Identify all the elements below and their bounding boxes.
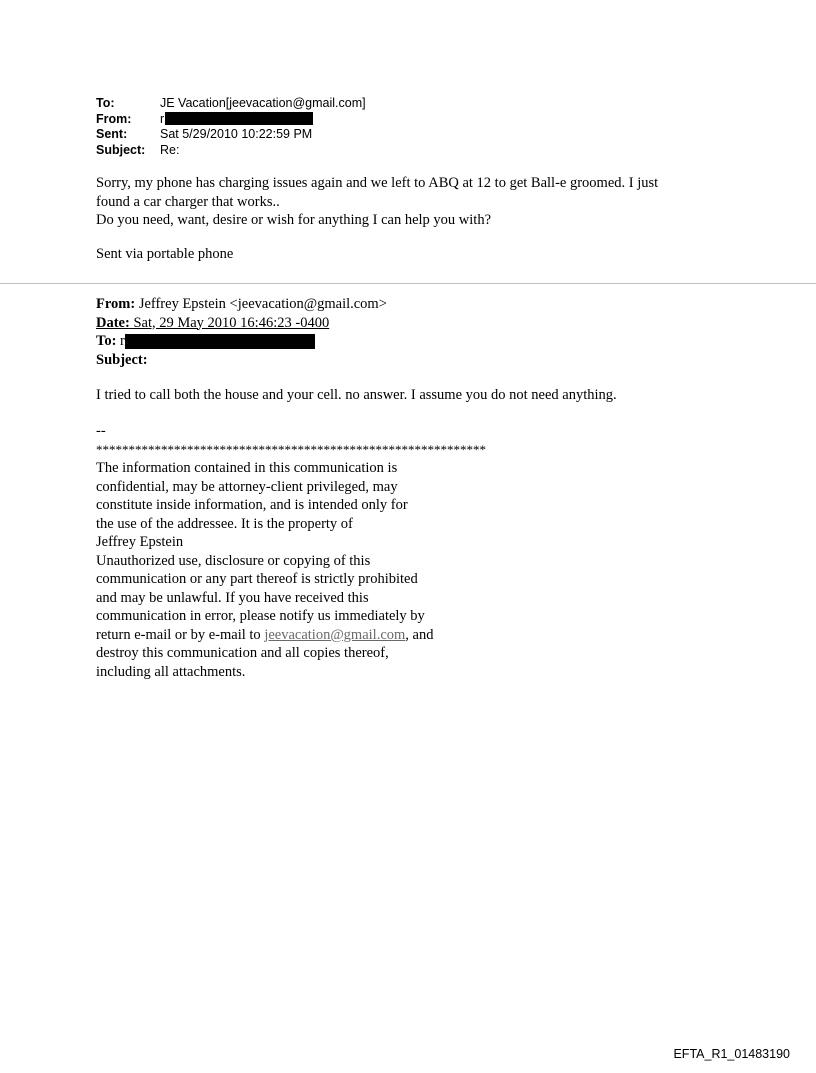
header-from-row [96, 112, 366, 128]
quoted-from-label: From: [96, 296, 136, 312]
sent-via-text: Sent via portable phone [96, 246, 234, 262]
quoted-to-value: r [116, 333, 125, 349]
reply-line: Do you need, want, desire or wish for anything I can help you with? [96, 212, 492, 228]
quoted-subject-label: Subject: [96, 351, 148, 368]
quoted-subject-row [96, 351, 387, 370]
disclaimer-line: constitute inside information, and is intended only for [96, 497, 408, 513]
document-id: EFTA_R1_01483190 [673, 1047, 790, 1061]
quoted-date-row [96, 314, 387, 333]
quoted-to-label: To: [96, 333, 117, 349]
to-label: To: [96, 96, 115, 110]
email-header [96, 96, 366, 158]
signature-dashes: -- [96, 423, 106, 439]
disclaimer-line: including all attachments. [96, 663, 246, 680]
header-subject-row [96, 143, 366, 159]
disclaimer-line: The information contained in this communication is [96, 460, 398, 476]
subject-label: Subject: [96, 142, 146, 157]
disclaimer-line: destroy this communication and all copies thereof, [96, 645, 389, 661]
signature-block [96, 422, 486, 681]
quoted-from-row [96, 295, 387, 314]
reply-line: Sorry, my phone has charging issues again and we left to ABQ at 12 to get Ball-e groomed. I just [96, 175, 659, 191]
return-suffix: , and [405, 626, 434, 643]
disclaimer-line: confidential, may be attorney-client privileged, may [96, 478, 398, 495]
redaction-box [125, 334, 315, 349]
return-prefix: return e-mail or by e-mail to [96, 626, 265, 643]
signature-stars: ************************************************************ [96, 441, 486, 457]
quoted-from-value: Jeffrey Epstein <jeevacation@gmail.com> [135, 296, 387, 312]
quoted-date-value: Sat, 29 May 2010 16:46:23 -0400 [129, 314, 330, 331]
disclaimer-line: and may be unlawful. If you have received this [96, 589, 369, 606]
redaction-box [165, 112, 313, 125]
reply-line: found a car charger that works.. [96, 193, 280, 210]
quoted-header [96, 295, 387, 369]
email-link[interactable]: jeevacation@gmail.com [264, 626, 406, 643]
disclaimer-line: communication in error, please notify us immediately by [96, 608, 425, 624]
reply-body [96, 174, 756, 230]
subject-value: Re: [160, 142, 180, 157]
header-to-row [96, 96, 366, 112]
from-value: r [160, 111, 165, 126]
quoted-body: I tried to call both the house and your cell. no answer. I assume you do not need anything. [96, 387, 617, 403]
message-divider [0, 283, 816, 284]
header-sent-row [96, 127, 366, 143]
from-label: From: [96, 111, 132, 126]
to-value: JE Vacation[jeevacation@gmail.com] [160, 96, 366, 110]
disclaimer-line: communication or any part thereof is strictly prohibited [96, 571, 418, 587]
sent-label: Sent: [96, 127, 128, 141]
disclaimer-line: Unauthorized use, disclosure or copying of this [96, 552, 371, 569]
disclaimer-line: Jeffrey Epstein [96, 534, 184, 550]
quoted-to-row [96, 332, 387, 351]
sent-value: Sat 5/29/2010 10:22:59 PM [160, 127, 313, 141]
quoted-date-label: Date: [96, 314, 130, 331]
disclaimer-line: the use of the addressee. It is the property of [96, 515, 353, 532]
disclaimer-return-line [96, 626, 486, 645]
